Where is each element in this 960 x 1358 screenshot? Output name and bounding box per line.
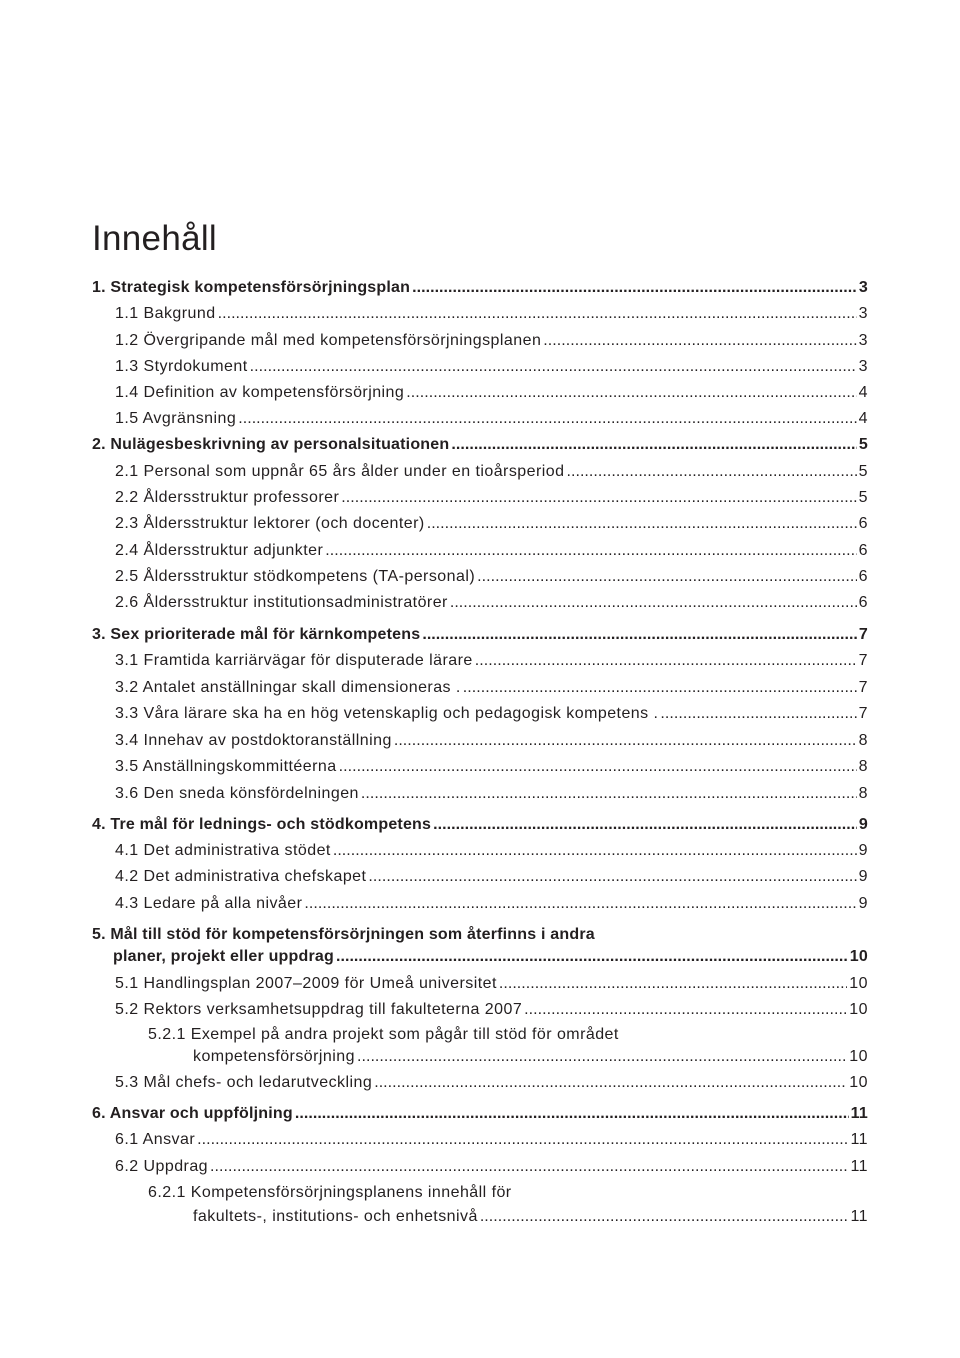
toc-page-number: 3: [858, 332, 868, 349]
toc-entry-label: 2.3 Åldersstruktur lektorer (och docenter): [115, 515, 425, 532]
toc-entry-label: 4.3 Ledare på alla nivåer: [115, 895, 303, 912]
toc-entry-label: 3.2 Antalet anställningar skall dimensioneras .: [115, 679, 461, 696]
page-title: Innehåll: [92, 219, 218, 258]
dot-leader: [295, 1104, 849, 1124]
toc-page-number: 10: [849, 1074, 868, 1091]
toc-entry[interactable]: [115, 1157, 868, 1177]
toc-entry-label: 5.3 Mål chefs- och ledarutveckling: [115, 1074, 373, 1091]
toc-entry[interactable]: [115, 357, 868, 377]
dot-leader: [325, 541, 856, 561]
toc-entry[interactable]: [115, 731, 868, 751]
toc-page-number: 11: [850, 1158, 868, 1175]
toc-entry-label-line1: 6.2.1 Kompetensförsörjningsplanens innehåll för: [148, 1184, 512, 1201]
dot-leader: [406, 383, 856, 403]
toc-entry[interactable]: [115, 331, 868, 351]
toc-page-number: 9: [858, 816, 868, 833]
toc-entry-label: 6.1 Ansvar: [115, 1131, 196, 1148]
toc-page-number: 4: [858, 410, 868, 427]
toc-entry-label-line1: 5. Mål till stöd för kompetensförsörjningen som återfinns i andra: [92, 926, 595, 943]
toc-page-number: 9: [858, 868, 868, 885]
dot-leader: [357, 1047, 847, 1067]
toc-entry-label: 4.1 Det administrativa stödet: [115, 842, 331, 859]
toc-page-number: 3: [858, 305, 868, 322]
toc-entry-label: 4.2 Det administrativa chefskapet: [115, 868, 367, 885]
toc-page-number: 7: [858, 626, 868, 643]
dot-leader: [475, 651, 857, 671]
dot-leader: [433, 815, 857, 835]
toc-page-number: 10: [849, 975, 868, 992]
toc-section-entry[interactable]: [92, 625, 868, 645]
toc-entry[interactable]: [115, 514, 868, 534]
toc-entry-label: 6. Ansvar och uppföljning: [92, 1105, 293, 1122]
toc-entry-label: 2.6 Åldersstruktur institutionsadministratörer: [115, 594, 448, 611]
toc-entry[interactable]: [115, 678, 868, 698]
toc-entry[interactable]: [115, 1073, 868, 1093]
toc-entry-label: fakultets-, institutions- och enhetsnivå: [193, 1208, 478, 1225]
toc-page-number: 5: [858, 489, 868, 506]
toc-section-entry[interactable]: [92, 1104, 868, 1124]
dot-leader: [394, 731, 857, 751]
toc-section-entry[interactable]: [92, 435, 868, 455]
toc-entry-label: 1.1 Bakgrund: [115, 305, 216, 322]
toc-page-number: 8: [858, 758, 868, 775]
toc-entry-label: 2.2 Åldersstruktur professorer: [115, 489, 340, 506]
toc-entry-label: 3. Sex prioriterade mål för kärnkompetens: [92, 626, 421, 643]
toc-entry[interactable]: [115, 784, 868, 804]
dot-leader: [480, 1207, 849, 1227]
toc-page-number: 3: [858, 279, 868, 296]
toc-entry-label: 5.2 Rektors verksamhetsuppdrag till fakulteterna 2007: [115, 1001, 523, 1018]
toc-page-number: 6: [858, 542, 868, 559]
toc-page-number: 6: [858, 594, 868, 611]
toc-page-number: 7: [858, 679, 868, 696]
dot-leader: [197, 1130, 848, 1150]
toc-section-entry[interactable]: [92, 815, 868, 835]
toc-page-number: 4: [858, 384, 868, 401]
dot-leader: [339, 757, 857, 777]
toc-entry[interactable]: [115, 593, 868, 613]
toc-entry[interactable]: [115, 757, 868, 777]
toc-page-number: 8: [858, 732, 868, 749]
dot-leader: [361, 784, 857, 804]
toc-entry[interactable]: [115, 974, 868, 994]
toc-entry-label: 2.1 Personal som uppnår 65 års ålder under en tioårsperiod: [115, 463, 565, 480]
toc-entry[interactable]: [115, 894, 868, 914]
toc-entry-label: 5.1 Handlingsplan 2007–2009 för Umeå universitet: [115, 975, 497, 992]
toc-page-number: 11: [850, 1208, 868, 1225]
toc-entry[interactable]: [115, 1130, 868, 1150]
toc-entry[interactable]: [115, 841, 868, 861]
toc-page-number: 5: [858, 436, 868, 453]
dot-leader: [660, 704, 856, 724]
toc-entry-label: 3.1 Framtida karriärvägar för disputerade lärare: [115, 652, 473, 669]
toc-entry-label: 1. Strategisk kompetensförsörjningsplan: [92, 279, 411, 296]
toc-page-number: 7: [858, 705, 868, 722]
dot-leader: [427, 514, 857, 534]
toc-page-number: 11: [850, 1105, 868, 1122]
dot-leader: [450, 593, 857, 613]
toc-entry-label: 3.5 Anställningskommittéerna: [115, 758, 337, 775]
toc-section-entry[interactable]: [113, 947, 868, 967]
dot-leader: [422, 625, 857, 645]
dot-leader: [250, 357, 857, 377]
toc-entry-label: 3.6 Den sneda könsfördelningen: [115, 785, 359, 802]
toc-entry[interactable]: [115, 567, 868, 587]
dot-leader: [543, 331, 856, 351]
toc-entry[interactable]: [193, 1207, 868, 1227]
toc-entry[interactable]: [193, 1047, 868, 1067]
dot-leader: [341, 488, 856, 508]
toc-entry-label: 2. Nulägesbeskrivning av personalsituationen: [92, 436, 450, 453]
toc-entry-label: 2.5 Åldersstruktur stödkompetens (TA-personal): [115, 568, 476, 585]
dot-leader: [368, 867, 856, 887]
toc-entry[interactable]: [115, 488, 868, 508]
toc-page-number: 9: [858, 842, 868, 859]
toc-entry[interactable]: [115, 704, 868, 724]
toc-page-number: 6: [858, 568, 868, 585]
dot-leader: [304, 894, 856, 914]
dot-leader: [374, 1073, 847, 1093]
toc-entry-label: 3.4 Innehav av postdoktoranställning: [115, 732, 392, 749]
dot-leader: [524, 1000, 847, 1020]
toc-entry[interactable]: [115, 1000, 868, 1020]
toc-entry-label-line1: 5.2.1 Exempel på andra projekt som pågår till stöd för området: [148, 1026, 619, 1043]
toc-page-number: 10: [849, 1001, 868, 1018]
toc-entry[interactable]: [115, 541, 868, 561]
toc-entry-label: 1.3 Styrdokument: [115, 358, 248, 375]
toc-entry-label: 6.2 Uppdrag: [115, 1158, 209, 1175]
toc-entry[interactable]: [115, 304, 868, 324]
toc-page-number: 3: [858, 358, 868, 375]
dot-leader: [499, 974, 847, 994]
dot-leader: [566, 462, 856, 482]
dot-leader: [210, 1157, 848, 1177]
dot-leader: [477, 567, 857, 587]
toc-section-entry[interactable]: [92, 278, 868, 298]
toc-page-number: 11: [850, 1131, 868, 1148]
dot-leader: [412, 278, 857, 298]
toc-entry[interactable]: [115, 462, 868, 482]
toc-page-number: 9: [858, 895, 868, 912]
dot-leader: [218, 304, 857, 324]
toc-entry-label: 1.2 Övergripande mål med kompetensförsörjningsplanen: [115, 332, 542, 349]
toc-page-number: 10: [849, 948, 868, 965]
toc-entry-label: 1.5 Avgränsning: [115, 410, 237, 427]
dot-leader: [451, 435, 857, 455]
toc-page-number: 10: [849, 1048, 868, 1065]
dot-leader: [463, 678, 857, 698]
toc-entry[interactable]: [115, 409, 868, 429]
toc-entry[interactable]: [115, 651, 868, 671]
toc-page-number: 7: [858, 652, 868, 669]
toc-entry-label: 3.3 Våra lärare ska ha en hög vetenskaplig och pedagogisk kompetens .: [115, 705, 659, 722]
toc-page-number: 6: [858, 515, 868, 532]
toc-entry-label: kompetensförsörjning: [193, 1048, 355, 1065]
toc-entry-label: 2.4 Åldersstruktur adjunkter: [115, 542, 324, 559]
toc-entry-label: 1.4 Definition av kompetensförsörjning: [115, 384, 405, 401]
dot-leader: [336, 947, 848, 967]
dot-leader: [333, 841, 857, 861]
toc-entry-label: 4. Tre mål för lednings- och stödkompetens: [92, 816, 432, 833]
dot-leader: [238, 409, 856, 429]
toc-page-number: 5: [858, 463, 868, 480]
toc-page-number: 8: [858, 785, 868, 802]
toc-entry-label: planer, projekt eller uppdrag: [113, 948, 334, 965]
toc-entry[interactable]: [115, 383, 868, 403]
toc-entry[interactable]: [115, 867, 868, 887]
